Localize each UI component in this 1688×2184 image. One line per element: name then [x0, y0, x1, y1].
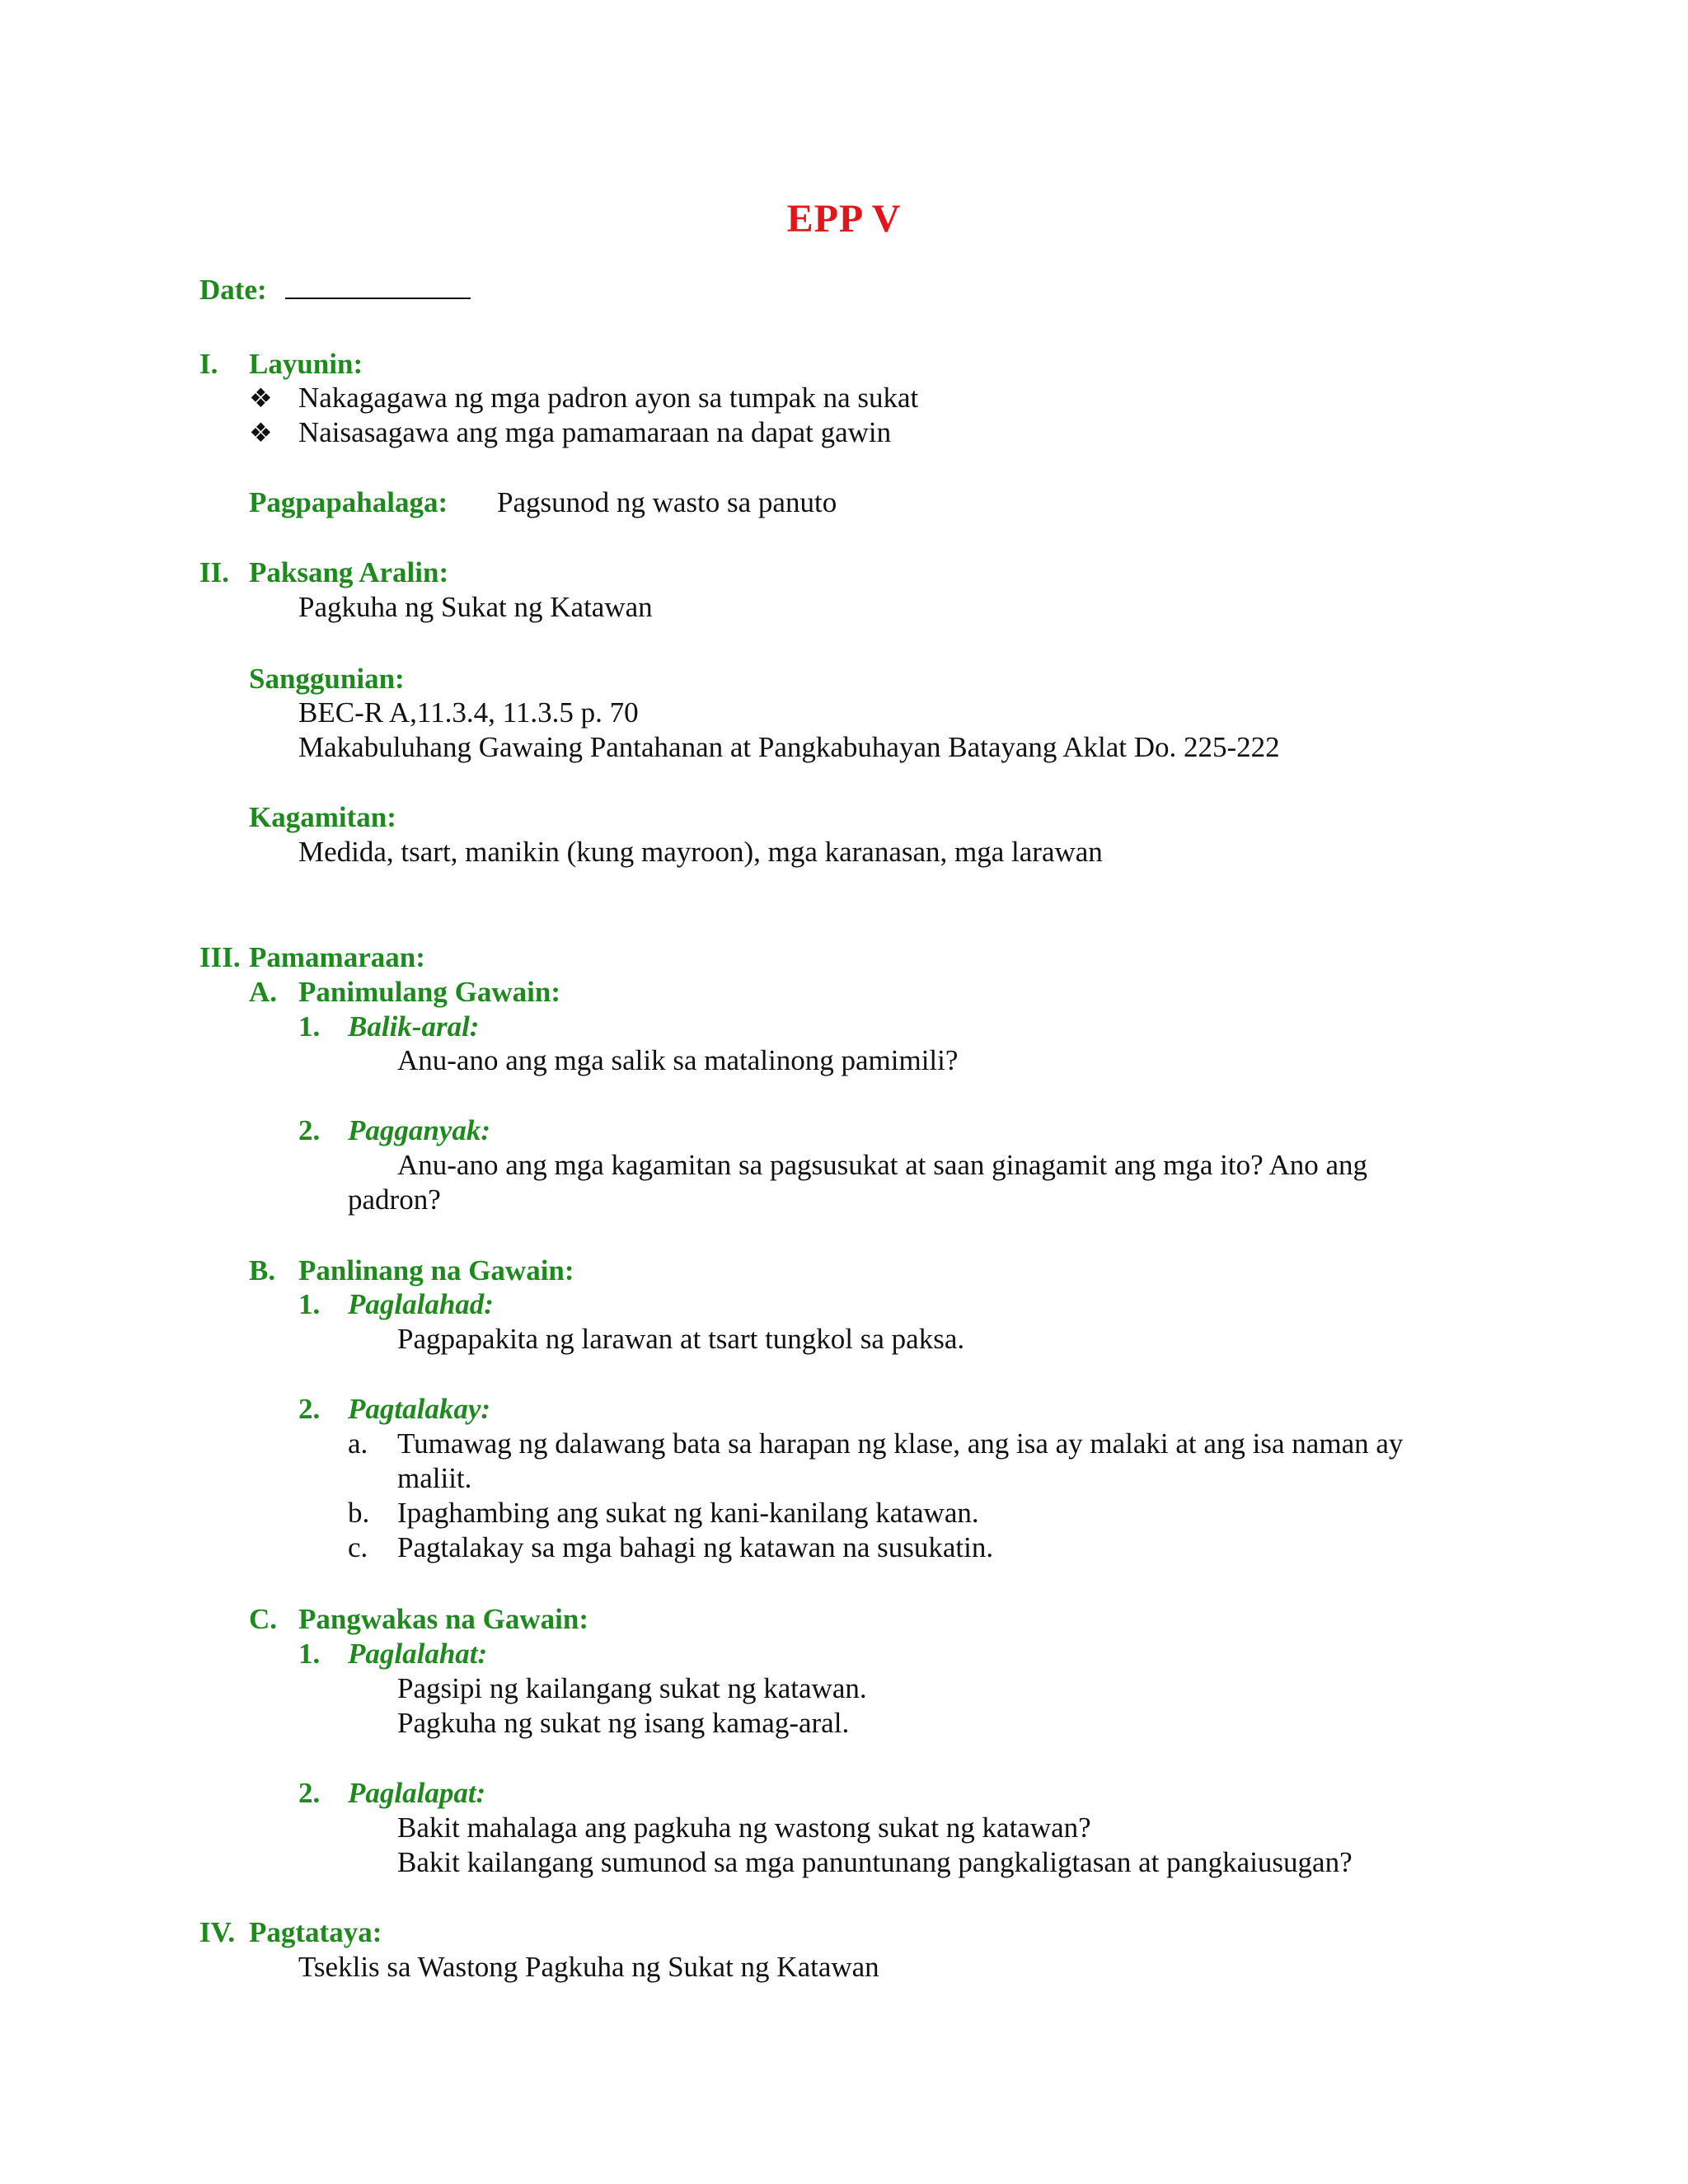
- date-blank-line: [285, 273, 471, 299]
- item-label-paglalapat: Paglalapat:: [348, 1777, 486, 1809]
- sub-item-letter: b.: [348, 1497, 370, 1529]
- sanggunian-label: Sanggunian:: [249, 663, 405, 695]
- subsection-heading-panlinang: Panlinang na Gawain:: [298, 1254, 574, 1286]
- item-label-pagganyak: Pagganyak:: [348, 1114, 491, 1146]
- item-number: 1.: [298, 1638, 321, 1670]
- item-label-paglalahat: Paglalahat:: [348, 1638, 488, 1670]
- sub-item-text-continued: maliit.: [397, 1462, 472, 1494]
- kagamitan-text: Medida, tsart, manikin (kung mayroon), mga karanasan, mga larawan: [298, 836, 1103, 868]
- pagpapahalaga-text: Pagsunod ng wasto sa panuto: [497, 486, 837, 518]
- sanggunian-line: BEC-R A,11.3.4, 11.3.5 p. 70: [298, 696, 639, 729]
- sub-item-text: Pagtalakay sa mga bahagi ng katawan na susukatin.: [397, 1531, 994, 1563]
- pagtataya-text: Tseklis sa Wastong Pagkuha ng Sukat ng Katawan: [298, 1951, 879, 1983]
- sub-item-letter: c.: [348, 1531, 368, 1563]
- paksa-text: Pagkuha ng Sukat ng Katawan: [298, 591, 653, 623]
- list-item: [249, 415, 891, 451]
- diamond-bullet-icon: ❖: [249, 418, 273, 448]
- subsection-letter-a: A.: [249, 976, 278, 1008]
- list-item: [249, 380, 918, 416]
- item-number: 2.: [298, 1393, 321, 1425]
- item-text: Anu-ano ang mga kagamitan sa pagsusukat at saan ginagamit ang mga ito? Ano ang: [397, 1149, 1368, 1181]
- date-label: [199, 272, 471, 308]
- section-heading-layunin: Layunin:: [249, 348, 363, 380]
- section-numeral-4: IV.: [199, 1916, 236, 1948]
- item-number: 2.: [298, 1114, 321, 1146]
- bullet-text: Naisasagawa ang mga pamamaraan na dapat gawin: [298, 416, 892, 448]
- kagamitan-label: Kagamitan:: [249, 801, 396, 833]
- section-heading-paksa: Paksang Aralin:: [249, 556, 449, 588]
- item-label-pagtalakay: Pagtalakay:: [348, 1393, 491, 1425]
- section-numeral-2: II.: [199, 556, 229, 588]
- item-number: 2.: [298, 1777, 321, 1809]
- section-numeral-3: III.: [199, 941, 241, 973]
- subsection-heading-panimulang: Panimulang Gawain:: [298, 976, 560, 1008]
- item-text: Bakit mahalaga ang pagkuha ng wastong sukat ng katawan?: [397, 1811, 1091, 1844]
- item-text: Pagpapakita ng larawan at tsart tungkol sa paksa.: [397, 1323, 965, 1355]
- section-numeral-1: I.: [199, 348, 218, 380]
- sub-item-text: Ipaghambing ang sukat ng kani-kanilang katawan.: [397, 1497, 979, 1529]
- sub-item-letter: a.: [348, 1427, 368, 1460]
- item-text: Bakit kailangang sumunod sa mga panuntunang pangkaligtasan at pangkaiusugan?: [397, 1846, 1353, 1878]
- item-label-balik-aral: Balik-aral:: [348, 1010, 480, 1043]
- section-heading-pagtataya: Pagtataya:: [249, 1916, 382, 1948]
- subsection-letter-c: C.: [249, 1603, 278, 1635]
- item-text-continued: padron?: [348, 1183, 441, 1216]
- bullet-text: Nakagagawa ng mga padron ayon sa tumpak na sukat: [298, 382, 919, 414]
- item-number: 1.: [298, 1010, 321, 1043]
- date-label-text: Date:: [199, 274, 267, 306]
- page-title: EPP V: [786, 197, 902, 241]
- sanggunian-line: Makabuluhang Gawaing Pantahanan at Pangkabuhayan Batayang Aklat Do. 225-222: [298, 731, 1280, 763]
- sub-item-text: Tumawag ng dalawang bata sa harapan ng klase, ang isa ay malaki at ang isa naman ay: [397, 1427, 1404, 1460]
- item-text: Anu-ano ang mga salik sa matalinong pamimili?: [397, 1044, 959, 1076]
- section-heading-pamamaraan: Pamamaraan:: [249, 941, 425, 973]
- item-label-paglalahad: Paglalahad:: [348, 1288, 494, 1320]
- diamond-bullet-icon: ❖: [249, 383, 273, 413]
- pagpapahalaga-label: Pagpapahalaga:: [249, 486, 448, 518]
- subsection-letter-b: B.: [249, 1254, 276, 1286]
- subsection-heading-pangwakas: Pangwakas na Gawain:: [298, 1603, 589, 1635]
- item-text: Pagsipi ng kailangang sukat ng katawan.: [397, 1672, 867, 1704]
- item-number: 1.: [298, 1288, 321, 1320]
- item-text: Pagkuha ng sukat ng isang kamag-aral.: [397, 1707, 850, 1739]
